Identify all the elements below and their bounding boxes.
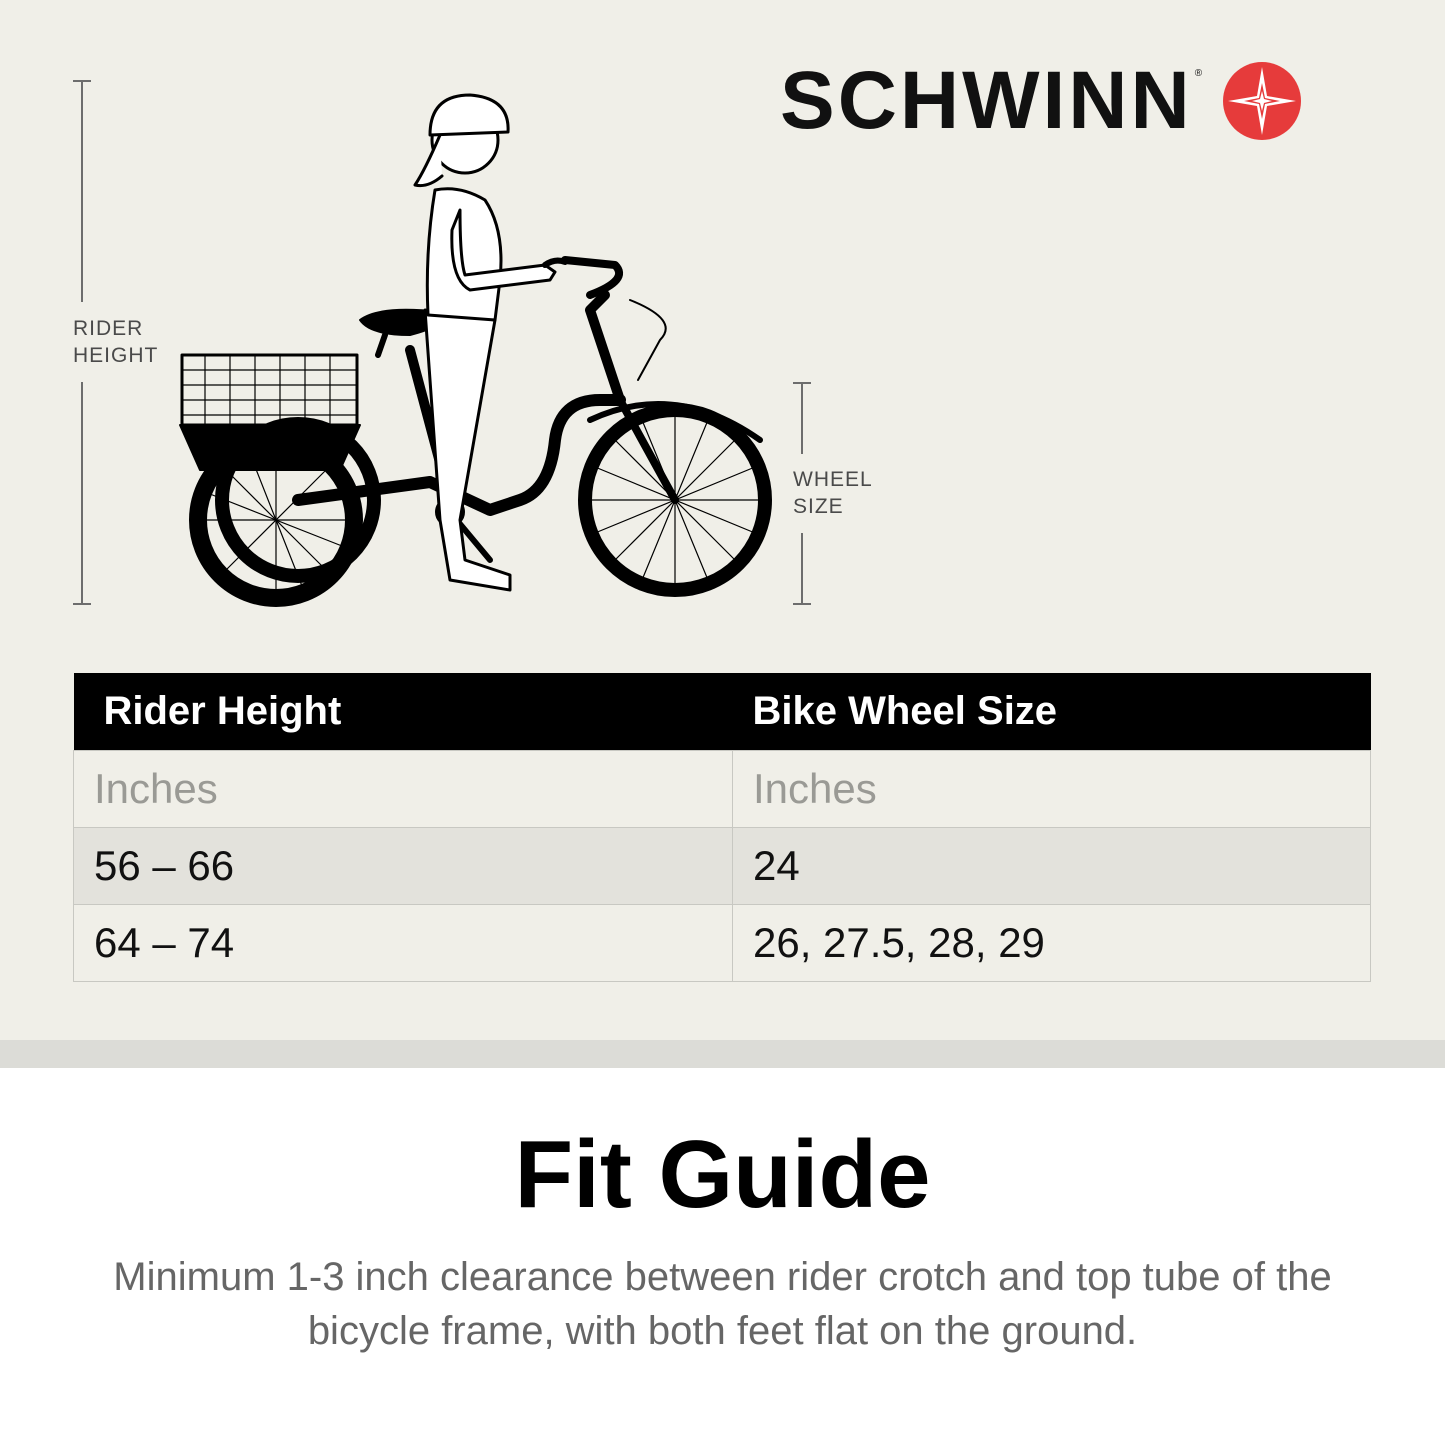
logo-wordmark: SCHWINN: [780, 55, 1193, 146]
rider-tricycle-illustration: [160, 80, 800, 620]
wheel-size-cell: 24: [733, 828, 1371, 905]
fit-note: Minimum 1-3 inch clearance between rider crotch and top tube of the bicycle frame, with both feet flat on the ground.: [113, 1255, 1332, 1353]
table-header-row: [74, 673, 1371, 751]
header-wheel-size: Bike Wheel Size: [733, 673, 1371, 751]
wheel-size-label: WHEEL SIZE: [793, 468, 873, 518]
wheel-size-line-upper: [801, 382, 803, 454]
wheel-size-cell: 26, 27.5, 28, 29: [733, 905, 1371, 982]
rider-height-cell: 64 – 74: [74, 905, 733, 982]
wheel-size-line-lower: [801, 533, 803, 603]
schwinn-logo: [780, 56, 1302, 146]
registered-mark: ®: [1194, 68, 1203, 79]
units-row: [74, 751, 1371, 828]
rider-height-cap-bottom: [73, 603, 91, 605]
page-title: Fit Guide: [514, 1121, 931, 1228]
header-rider-height: Rider Height: [74, 673, 733, 751]
fit-size-table: [73, 673, 1371, 982]
table-row: [74, 828, 1371, 905]
table-row: [74, 905, 1371, 982]
rider-height-line-lower: [81, 382, 83, 604]
rider-height-line-upper: [81, 80, 83, 302]
compass-star-icon: [1222, 61, 1302, 141]
units-cell-wheel: Inches: [733, 751, 1371, 828]
rider-height-label: RIDER HEIGHT: [73, 317, 159, 367]
rider-height-cell: 56 – 66: [74, 828, 733, 905]
units-cell-rider: Inches: [74, 751, 733, 828]
section-divider: [0, 1040, 1445, 1068]
